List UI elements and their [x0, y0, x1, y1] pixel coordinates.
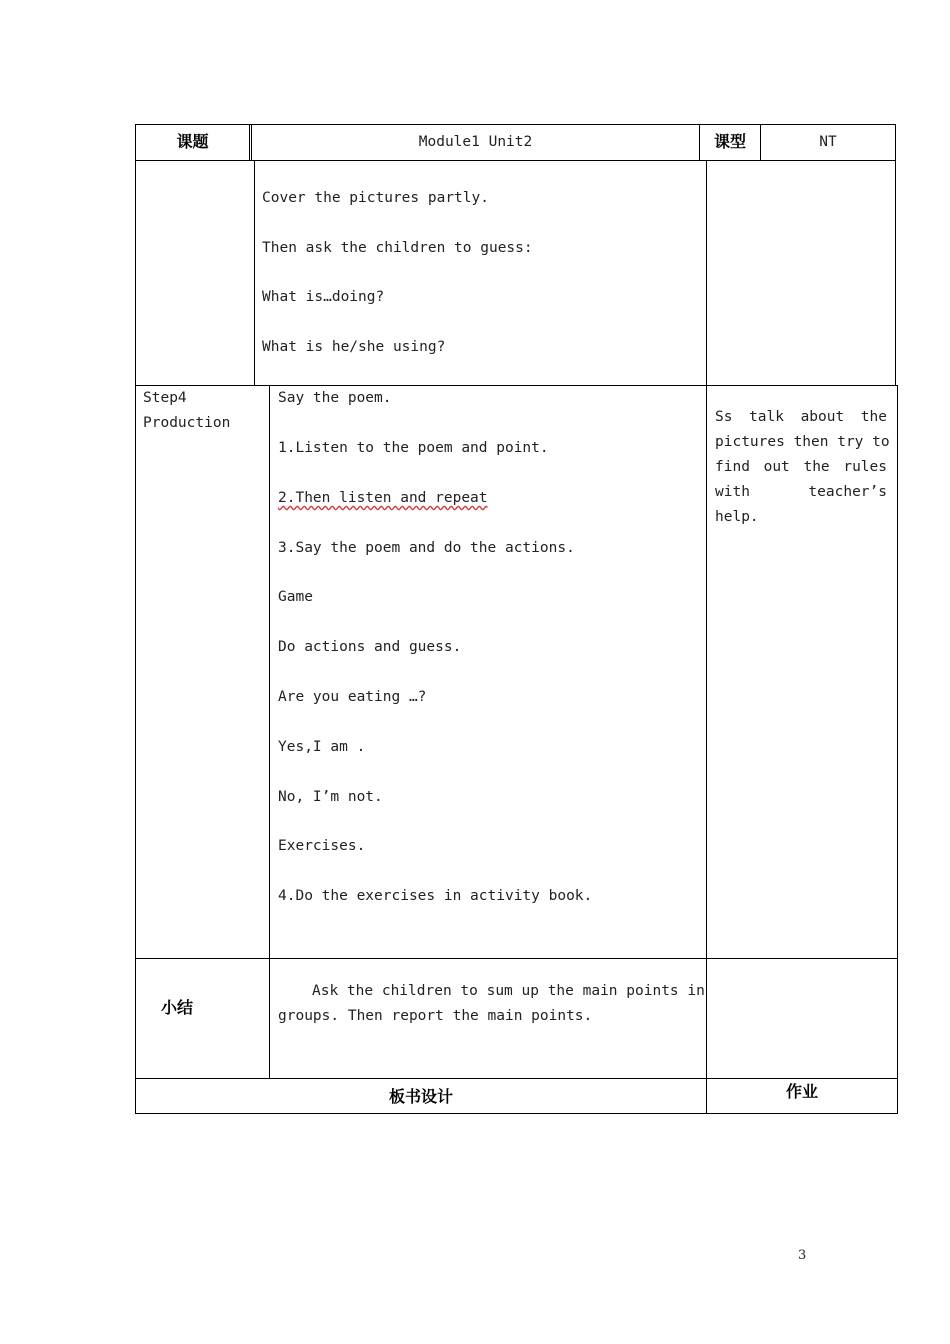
homework-label: 作业	[785, 1082, 818, 1101]
step4-line: 2.Then listen and repeat	[278, 490, 488, 506]
step4-line: Are you eating …?	[278, 689, 427, 705]
step4-line: Game	[278, 589, 313, 605]
page-number: 3	[798, 1248, 807, 1263]
step-name: Production	[143, 415, 231, 431]
step4-line: 4.Do the exercises in activity book.	[278, 888, 593, 904]
step4-line: Do actions and guess.	[278, 639, 462, 655]
note-line: pictures then try to	[715, 434, 890, 450]
activity-line: What is…doing?	[262, 289, 385, 305]
note-line: find out the rules	[715, 459, 887, 475]
step-label: Step4	[143, 390, 187, 406]
step4-line: Say the poem.	[278, 390, 392, 406]
topic-label: 课题	[176, 132, 209, 151]
lesson-type-value: NT	[819, 134, 837, 150]
note-line: with teacher’s	[715, 484, 887, 500]
lesson-type-label: 课型	[713, 132, 746, 151]
activity-line: Then ask the children to guess:	[262, 240, 533, 256]
summary-line: Ask the children to sum up the main points in	[312, 983, 705, 999]
activity-line: Cover the pictures partly.	[262, 190, 489, 206]
note-line: help.	[715, 509, 759, 525]
activity-line: What is he/she using?	[262, 339, 446, 355]
step4-line: No, I’m not.	[278, 789, 383, 805]
board-design-label: 板书设计	[388, 1087, 453, 1106]
note-line: Ss talk about the	[715, 409, 887, 425]
step4-line: 1.Listen to the poem and point.	[278, 440, 549, 456]
summary-line: groups. Then report the main points.	[278, 1008, 593, 1024]
step4-line: Yes,I am .	[278, 739, 366, 755]
topic-value: Module1 Unit2	[418, 134, 533, 150]
step4-line: 3.Say the poem and do the actions.	[278, 540, 575, 556]
summary-label: 小结	[161, 998, 194, 1017]
step4-line: Exercises.	[278, 838, 366, 854]
